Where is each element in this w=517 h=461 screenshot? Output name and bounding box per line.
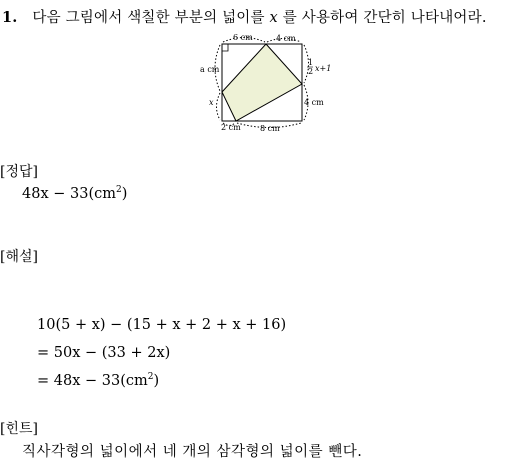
problem-number: 1. (2, 9, 18, 26)
hint-text: 직사각형의 넓이에서 네 개의 삼각형의 넓이를 뺀다. (22, 444, 363, 460)
right-angle-mark (222, 44, 228, 51)
label-right-upper-num: 1 (308, 58, 314, 67)
explanation-step-2: = 50x − (33 + 2x) (37, 345, 171, 361)
problem-text-before: 다음 그림에서 색칠한 부분의 넓이를 (32, 10, 265, 26)
label-right-upper-tail: x+1 (315, 64, 332, 73)
explanation-step-1: 10(5 + x) − (15 + x + 2 + x + 16) (37, 317, 287, 333)
answer-exponent: 2 (115, 185, 122, 196)
problem-text-after: 를 사용하여 간단히 나타내어라. (282, 10, 487, 26)
explanation-step-3-close: ) (153, 373, 160, 389)
label-left-lower: x (209, 98, 214, 107)
explanation-step-3 (37, 373, 159, 389)
answer-expression (22, 186, 127, 202)
label-top-left: 6 cm (233, 33, 253, 42)
explanation-label: [해설] (0, 249, 38, 265)
label-right-upper-den: 2 (308, 67, 314, 76)
hint-label: [힌트] (0, 421, 38, 437)
label-top-right: 4 cm (276, 34, 296, 43)
answer-text: 48x − 33(cm (22, 186, 116, 202)
label-right-lower: 4 cm (304, 98, 324, 107)
brace-left-lower (217, 93, 221, 120)
label-left-upper: a cm (200, 65, 220, 74)
answer-label: [정답] (0, 164, 38, 180)
shaded-quadrilateral (222, 44, 302, 121)
explanation-step-3-text: = 48x − 33(cm (37, 373, 148, 389)
label-bottom-right: 8 cm (260, 124, 280, 133)
label-bottom-left: 2 cm (221, 123, 241, 132)
problem-variable: x (269, 10, 278, 26)
explanation-step-3-exponent: 2 (147, 372, 154, 383)
problem-statement (2, 6, 487, 27)
geometry-figure (190, 32, 340, 137)
answer-close: ) (121, 186, 128, 202)
